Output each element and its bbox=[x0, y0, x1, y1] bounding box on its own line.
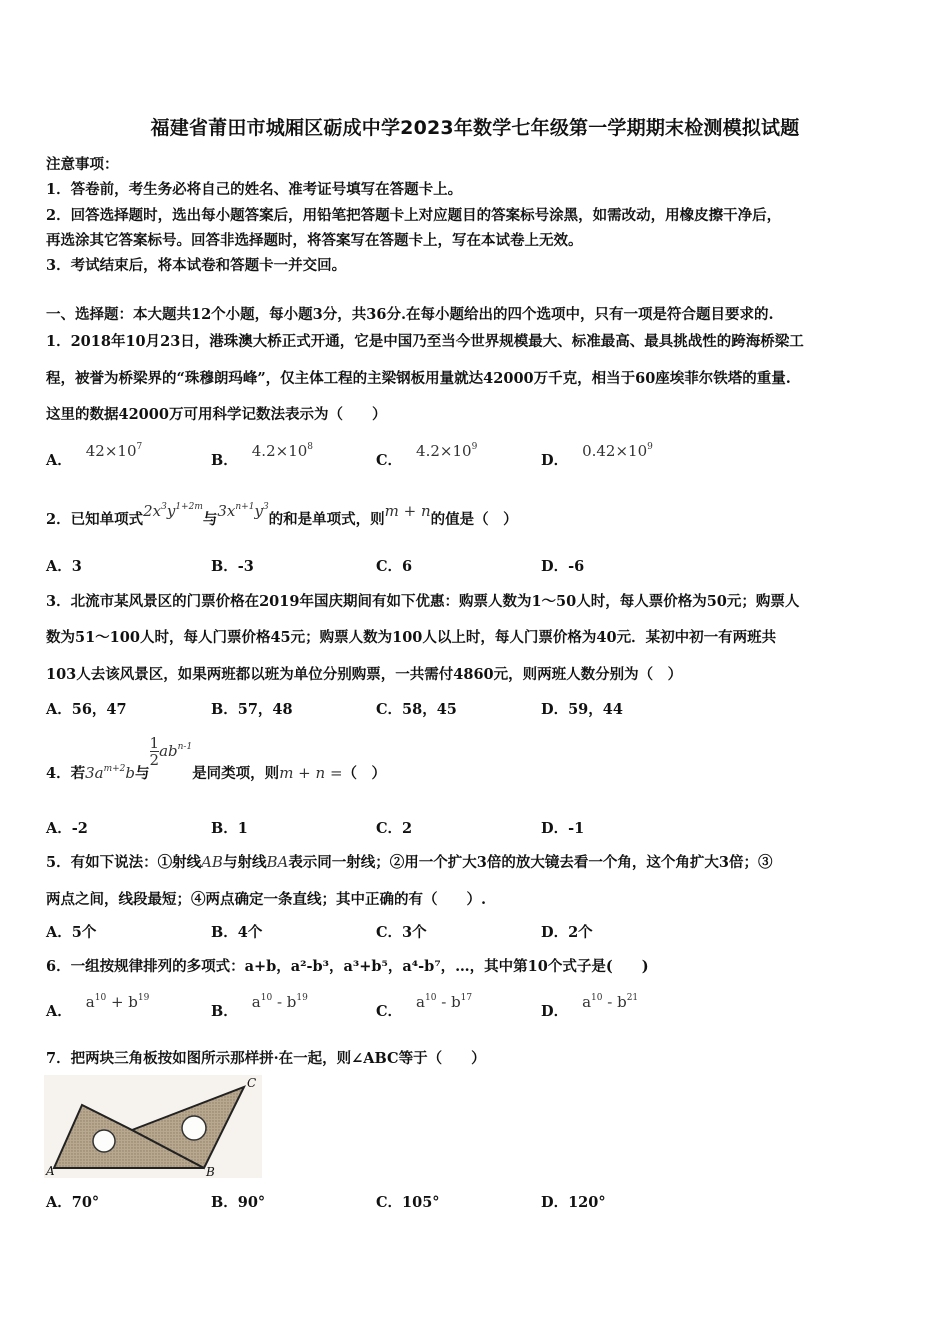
question-5-line: 两点之间，线段最短；④两点确定一条直线；其中正确的有（ ）. bbox=[46, 891, 487, 908]
label-b: B bbox=[206, 1165, 215, 1179]
q6-option-a: A．$a^{10} + b^{19}$ bbox=[46, 993, 150, 1020]
question-1-line: 1．2018年10月23日，港珠澳大桥正式开通，它是中国乃至当今世界规模最大、标准最高、最具挑战性的跨海桥梁工 bbox=[46, 333, 804, 350]
q1-option-a: A．$42\times 10^7$ bbox=[46, 442, 143, 469]
q3-option-b: B．57，48 bbox=[211, 701, 293, 718]
page-title: 福建省莆田市城厢区砺成中学2023年数学七年级第一学期期末检测模拟试题 bbox=[150, 117, 800, 139]
q5-option-c: C．3个 bbox=[376, 924, 427, 941]
q3-option-c: C．58，45 bbox=[376, 701, 457, 718]
q2-option-c: C．6 bbox=[376, 558, 413, 575]
question-3-line: 3．北流市某风景区的门票价格在2019年国庆期间有如下优惠：购票人数为1～50人时，每人票价格为50元；购票人 bbox=[46, 593, 800, 610]
question-1-line: 程，被誉为桥梁界的“珠穆朗玛峰”，仅主体工程的主梁钢板用量就达42000万千克，相当于60座埃菲尔铁塔的重量. bbox=[46, 370, 791, 387]
fraction-one-half: $\frac{1}{2}$ bbox=[149, 734, 160, 769]
q7-option-c: C．105° bbox=[376, 1194, 440, 1211]
question-3-line: 103人去该风景区，如果两班都以班为单位分别购票，一共需付4860元，则两班人数分别为（ ） bbox=[46, 666, 683, 683]
q2-option-a: A．3 bbox=[46, 558, 82, 575]
q7-option-b: B．90° bbox=[211, 1194, 266, 1211]
q4-option-a: A．-2 bbox=[46, 820, 88, 837]
notice-item: 3．考试结束后，将本试卷和答题卡一并交回。 bbox=[46, 257, 347, 274]
q1-option-b: B．$4.2\times 10^8$ bbox=[211, 442, 314, 469]
q4-option-d: D．-1 bbox=[541, 820, 585, 837]
question-4-stem: 4．若$3a^{m+2}b$与 $\frac{1}{2}$ $ab^{n-1}$是同类项，则m + n =（ ） bbox=[46, 734, 387, 782]
q1-option-d: D．$0.42\times 10^9$ bbox=[541, 442, 653, 469]
notice-item: 1．答卷前，考生务必将自己的姓名、准考证号填写在答题卡上。 bbox=[46, 181, 463, 198]
q3-option-d: D．59，44 bbox=[541, 701, 623, 718]
notice-item: 2．回答选择题时，选出每小题答案后，用铅笔把答题卡上对应题目的答案标号涂黑，如需改动，用橡皮擦干净后， bbox=[46, 207, 782, 224]
triangle-right-hole bbox=[182, 1116, 206, 1140]
question-7-line: 7．把两块三角板按如图所示那样拼·在一起，则∠ABC等于（ ） bbox=[46, 1050, 486, 1067]
q5-option-d: D．2个 bbox=[541, 924, 593, 941]
q5-option-a: A．5个 bbox=[46, 924, 97, 941]
triangle-left-hole bbox=[93, 1130, 115, 1152]
q4-option-b: B．1 bbox=[211, 820, 248, 837]
q2-option-b: B．-3 bbox=[211, 558, 254, 575]
q6-option-c: C．$a^{10} - b^{17}$ bbox=[376, 993, 473, 1020]
q6-option-d: D．$a^{10} - b^{21}$ bbox=[541, 993, 639, 1020]
label-a: A bbox=[46, 1164, 55, 1178]
question-6-line: 6．一组按规律排列的多项式：a+b，a²-b³，a³+b⁵，a⁴-b⁷，…，其中第10个式子是( ) bbox=[46, 958, 649, 975]
q7-option-d: D．120° bbox=[541, 1194, 606, 1211]
q4-option-c: C．2 bbox=[376, 820, 413, 837]
question-2-stem: 2．已知单项式$2x^3y^{1+2m}$与$3x^{n+1}y^3$的和是单项式，则m + n的值是（ ） bbox=[46, 502, 518, 528]
notice-item: 再选涂其它答案标号。回答非选择题时，将答案写在答题卡上，写在本试卷上无效。 bbox=[46, 232, 583, 249]
question-3-line: 数为51～100人时，每人门票价格45元；购票人数为100人以上时，每人门票价格为40元．某初中初一有两班共 bbox=[46, 629, 777, 646]
triangle-figure bbox=[44, 1075, 264, 1180]
q5-option-b: B．4个 bbox=[211, 924, 263, 941]
question-1-line: 这里的数据42000万可用科学记数法表示为（ ） bbox=[46, 406, 387, 423]
question-5-line: 5．有如下说法：①射线AB与射线BA表示同一射线；②用一个扩大3倍的放大镜去看一个角，这个角扩大3倍；③ bbox=[46, 853, 773, 871]
q2-option-d: D．-6 bbox=[541, 558, 585, 575]
q1-option-c: C．$4.2\times 10^9$ bbox=[376, 442, 478, 469]
label-c: C bbox=[247, 1076, 257, 1090]
q6-option-b: B．$a^{10} - b^{19}$ bbox=[211, 993, 308, 1020]
q7-option-a: A．70° bbox=[46, 1194, 100, 1211]
section-heading: 一、选择题：本大题共12个小题，每小题3分，共36分.在每小题给出的四个选项中，只有一项是符合题目要求的. bbox=[46, 306, 774, 323]
notice-heading: 注意事项： bbox=[46, 156, 119, 173]
q3-option-a: A．56，47 bbox=[46, 701, 127, 718]
